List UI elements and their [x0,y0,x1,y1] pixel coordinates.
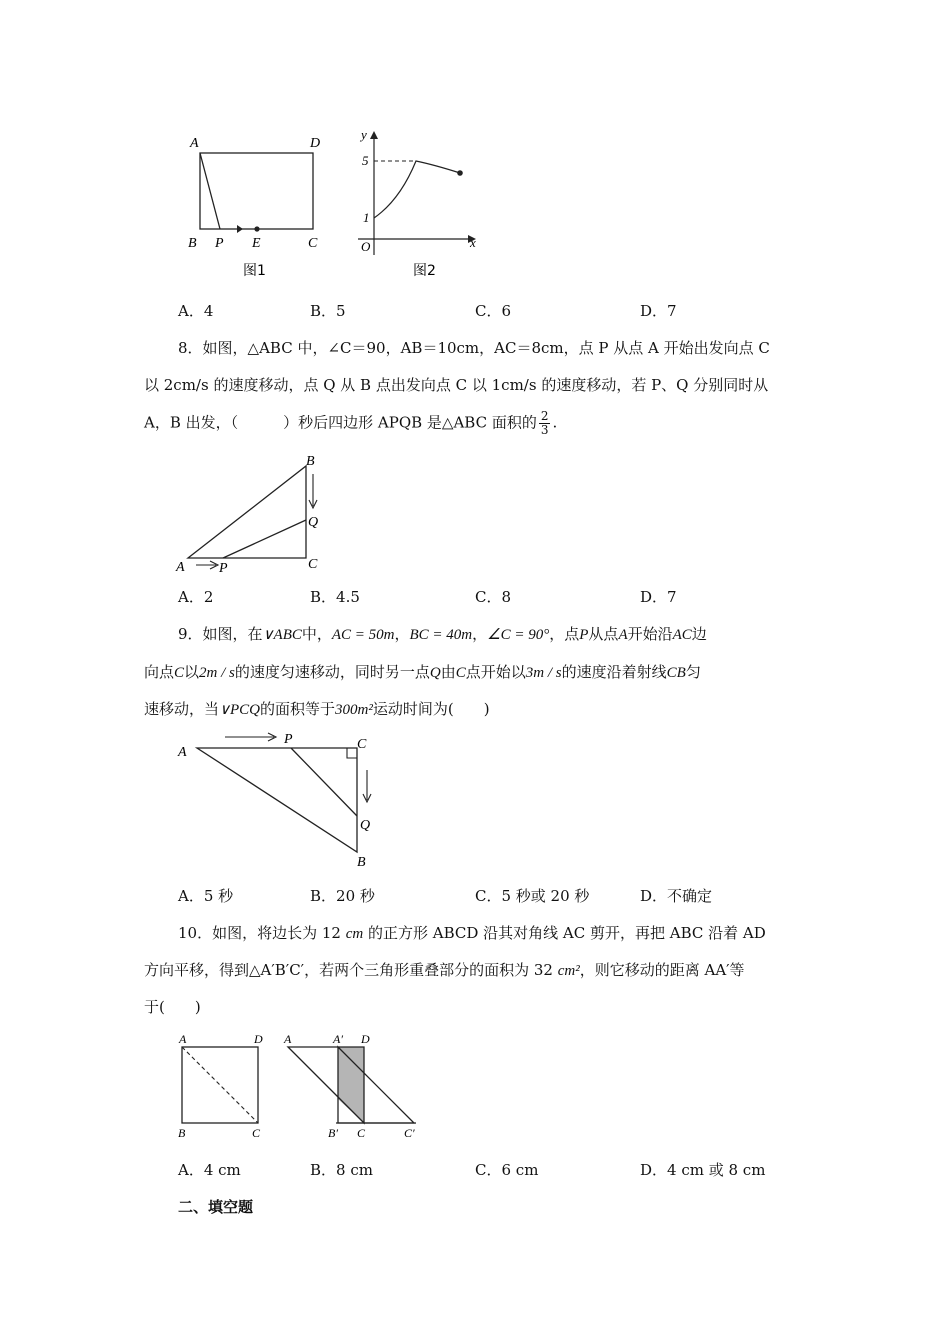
fig2-label-1: 1 [363,210,370,225]
q8-line-2: 以 2cm/s 的速度移动，点 Q 从 B 点出发向点 C 以 1cm/s 的速度移动，若 P、Q 分别同时从 [144,376,769,394]
fig2-end-point [457,170,463,176]
q10-label-c-prime: C′ [404,1126,415,1140]
q10-overlap-shaded [338,1047,364,1123]
q8-figure [170,448,340,578]
q9-l1n: AC [672,627,692,643]
q9-l3b: ∨PCQ [219,702,260,718]
q9-l1j: P [579,627,589,643]
q8-fraction-denominator: 3 [540,423,549,437]
fig2-label-y: y [361,127,367,142]
q8-label-c: C [308,557,318,572]
q9-l1f: BC = 40m [409,627,473,643]
fig1-label-e: E [252,236,261,251]
q10-label-c: C [252,1126,261,1140]
q7-options [178,300,878,320]
q8-segment-pq [223,520,306,558]
q9-options [178,885,878,905]
q9-label-b: B [357,855,366,870]
q9-l2l: CB [666,665,686,681]
q9-label-c: C [357,737,367,752]
q10-options [178,1159,878,1179]
q9-l1e: ， [394,625,410,643]
q9-l1b: ∨ABC [262,627,302,643]
fig2-label-o: O [361,239,371,254]
q10-label-d2: D [361,1032,370,1046]
q10-option-c[interactable]: C．6 cm [475,1161,539,1179]
q10-diagonal [182,1047,258,1123]
q9-l1k: 从点 [588,625,619,643]
fig2-y-arrow-icon [370,131,378,139]
q9-l1a: 9．如图，在 [178,625,263,643]
q10-line-2 [144,959,745,980]
q9-l2k: 的速度沿着射线 [561,663,667,681]
fig2-curve [374,161,460,218]
q8-option-a[interactable]: A．2 [178,588,214,606]
q9-option-a[interactable]: A．5 秒 [178,887,234,905]
q10-l2b: cm² [557,963,580,979]
fig2-caption: 图2 [413,263,436,279]
q9-label-a: A [178,745,187,760]
q9-l2b: C [174,665,185,681]
q9-l2e: 的速度匀速移动，同时另一点 [234,663,430,681]
q8-fraction [539,410,551,437]
q9-label-q: Q [360,818,371,833]
q9-triangle [197,748,357,852]
q10-l1b: cm [345,926,364,942]
q9-option-b[interactable]: B．20 秒 [310,887,375,905]
q8-label-q: Q [308,515,319,530]
q9-l2c: 以 [184,663,200,681]
q8-line-3 [144,410,557,437]
q9-l1c: 中， [301,625,332,643]
q9-l1i: ，点 [549,625,580,643]
q10-l2a: 方向平移，得到△A′B′C′，若两个三角形重叠部分的面积为 32 [144,961,558,979]
q9-line-2 [144,661,701,682]
q10-label-a2: A [284,1032,292,1046]
fig1-caption: 图1 [243,263,266,279]
q9-l2j: 3m / s [525,665,562,681]
q10-l1a: 10．如图，将边长为 12 [178,924,346,942]
fig1-label-a: A [190,136,199,151]
q10-option-b[interactable]: B．8 cm [310,1161,373,1179]
q10-label-c2: C [357,1126,366,1140]
q9-l3c: 的面积等于 [260,700,336,718]
q10-label-b-prime: B′ [328,1126,338,1140]
q9-l1h: ∠C = 90° [487,627,550,643]
fig1-label-d: D [310,136,321,151]
q7-option-b[interactable]: B．5 [310,302,346,320]
q7-option-d[interactable]: D．7 [640,302,677,320]
q8-option-d[interactable]: D．7 [640,588,677,606]
q10-option-d[interactable]: D．4 cm 或 8 cm [640,1161,766,1179]
q9-label-p: P [284,732,293,747]
q9-line-1 [178,623,707,644]
q9-line-3 [144,698,490,719]
fig1-label-c: C [308,236,318,251]
q7-option-a[interactable]: A．4 [178,302,214,320]
q9-l1l: A [618,627,628,643]
q8-line-3-text: A，B 出发，（ ）秒后四边形 APQB 是△ABC 面积的 [144,413,537,432]
fig1-point-e [254,226,259,231]
q9-l2m: 匀 [685,663,701,681]
q9-figure [170,728,390,873]
q8-fraction-numerator: 2 [540,409,549,423]
q10-label-b: B [178,1126,186,1140]
q8-label-a: A [176,560,185,575]
q9-l3e: 运动时间为( ) [372,700,490,718]
q10-line-1 [178,922,766,943]
q9-l1m: 开始沿 [627,625,673,643]
fig1-label-p: P [215,236,224,251]
fig1-label-b: B [188,236,197,251]
q10-label-a: A [179,1032,187,1046]
q9-l2i: 点开始以 [465,663,526,681]
q9-l3a: 速移动，当 [144,700,220,718]
section-heading-fill-in: 二、填空题 [178,1198,254,1216]
fig1-segment-ap [200,153,220,229]
q8-label-b: B [306,454,315,469]
q7-option-c[interactable]: C．6 [475,302,512,320]
q10-l1c: 的正方形 ABCD 沿其对角线 AC 剪开，再把 ABC 沿着 AD [363,924,766,942]
q10-l2c: ，则它移动的距离 AA′等 [579,961,745,979]
q9-option-d[interactable]: D．不确定 [640,887,713,905]
q8-triangle [188,466,306,558]
fig2-label-x: x [470,235,476,250]
q8-option-c[interactable]: C．8 [475,588,512,606]
q9-l2d: 2m / s [199,665,235,681]
q9-l1o: 边 [691,625,707,643]
q9-l2a: 向点 [144,663,175,681]
fig2-label-5: 5 [362,153,369,168]
q7-figure [180,125,490,285]
fig1-arrow-icon [237,225,243,233]
q10-label-d: D [254,1032,263,1046]
q10-line-3: 于( ) [144,998,201,1016]
q8-option-b[interactable]: B．4.5 [310,588,360,606]
q9-l3d: 300m² [335,702,373,718]
q10-figure [170,1030,430,1145]
q10-label-a-prime: A′ [333,1032,343,1046]
q9-l2g: 由 [440,663,456,681]
q8-line-3-end: . [552,413,558,432]
q10-option-a[interactable]: A．4 cm [178,1161,241,1179]
q9-l2h: C [455,665,466,681]
q8-options [178,586,878,606]
q9-l2f: Q [429,665,441,681]
q9-option-c[interactable]: C．5 秒或 20 秒 [475,887,590,905]
q8-label-p: P [219,561,228,576]
q9-l1d: AC = 50m [331,627,395,643]
q9-l1g: ， [472,625,488,643]
q8-line-1: 8．如图，△ABC 中，∠C＝90，AB＝10cm，AC＝8cm，点 P 从点 A 开始出发向点 C [178,339,770,357]
q9-right-angle-mark [347,748,357,758]
